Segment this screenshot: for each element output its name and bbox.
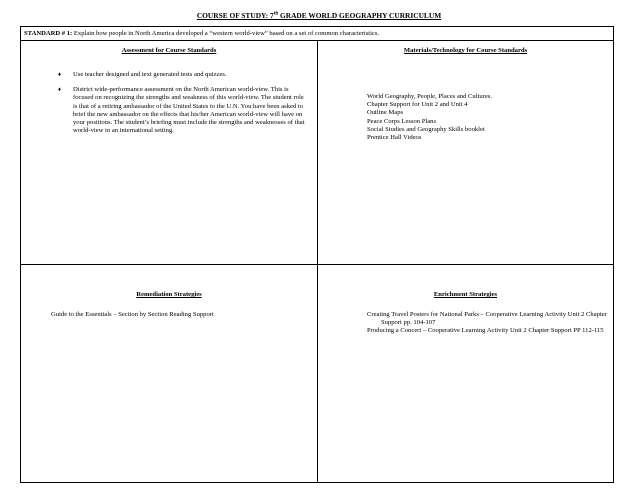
list-item: Prentice Hall Videos: [367, 134, 422, 142]
enrichment-cell: [318, 264, 613, 482]
materials-heading: Materials/Technology for Course Standards: [403, 47, 528, 54]
page-title-text: COURSE OF STUDY: 7: [196, 11, 274, 20]
list-item: Creating Travel Posters for National Parks – Cooperative Learning Activity Unit 2 Chapter Support pp. 104-107: [367, 311, 607, 327]
remediation-text: Guide to the Essentials – Section by Section Reading Support: [51, 311, 214, 318]
diamond-bullet-icon: ♦: [58, 72, 62, 78]
assessment-heading: Assessment for Course Standards: [121, 47, 217, 54]
assessment-item-text: Use teacher designed and text generated tests and quizzes.: [73, 71, 227, 78]
enrichment-list: [367, 311, 607, 336]
curriculum-table: [20, 26, 614, 483]
assessment-cell: [21, 41, 318, 264]
diamond-bullet-icon: ♦: [58, 87, 62, 94]
list-item: [21, 86, 317, 135]
list-item: Producing a Concert – Cooperative Learning Activity Unit 2 Chapter Support PP 112-115: [367, 327, 604, 335]
remediation-cell: [21, 264, 318, 482]
page-title-ordinal: th: [273, 11, 279, 17]
list-item: Peace Corps Lesson Plans: [367, 117, 437, 125]
materials-list: [367, 93, 492, 142]
list-item: [21, 71, 317, 79]
standard-text: Explain how people in North America developed a “western world-view” based on a set of common characteristics.: [72, 30, 380, 37]
page-title: [0, 11, 638, 20]
list-item: Outline Maps: [367, 109, 404, 117]
assessment-list: [21, 71, 317, 142]
standard-row: [21, 27, 613, 41]
list-item: Social Studies and Geography Skills booklet: [367, 125, 485, 133]
assessment-item-text: District wide-performance assessment on the North American world-view. This is focused on recognizing the strengths and weakness of this world-view. The student role is that of a retiring ambassador of the United States to the U.N. You have been asked to brief the new ambassador on the effects that his/her American world-view will have on your positions. The student’s briefing must include the strengths and weaknesses of that world-view in an international setting.: [73, 86, 305, 135]
enrichment-heading: Enrichment Strategies: [433, 291, 498, 298]
page-title-rest: GRADE WORLD GEOGRAPHY CURRICULUM: [278, 11, 442, 20]
materials-cell: [318, 41, 613, 264]
list-item: World Geography, People, Places and Cultures.: [367, 93, 493, 100]
list-item: Chapter Support for Unit 2 and Unit 4: [367, 101, 468, 109]
standard-label: STANDARD # 1:: [24, 30, 73, 37]
remediation-heading: Remediation Strategies: [136, 291, 202, 298]
